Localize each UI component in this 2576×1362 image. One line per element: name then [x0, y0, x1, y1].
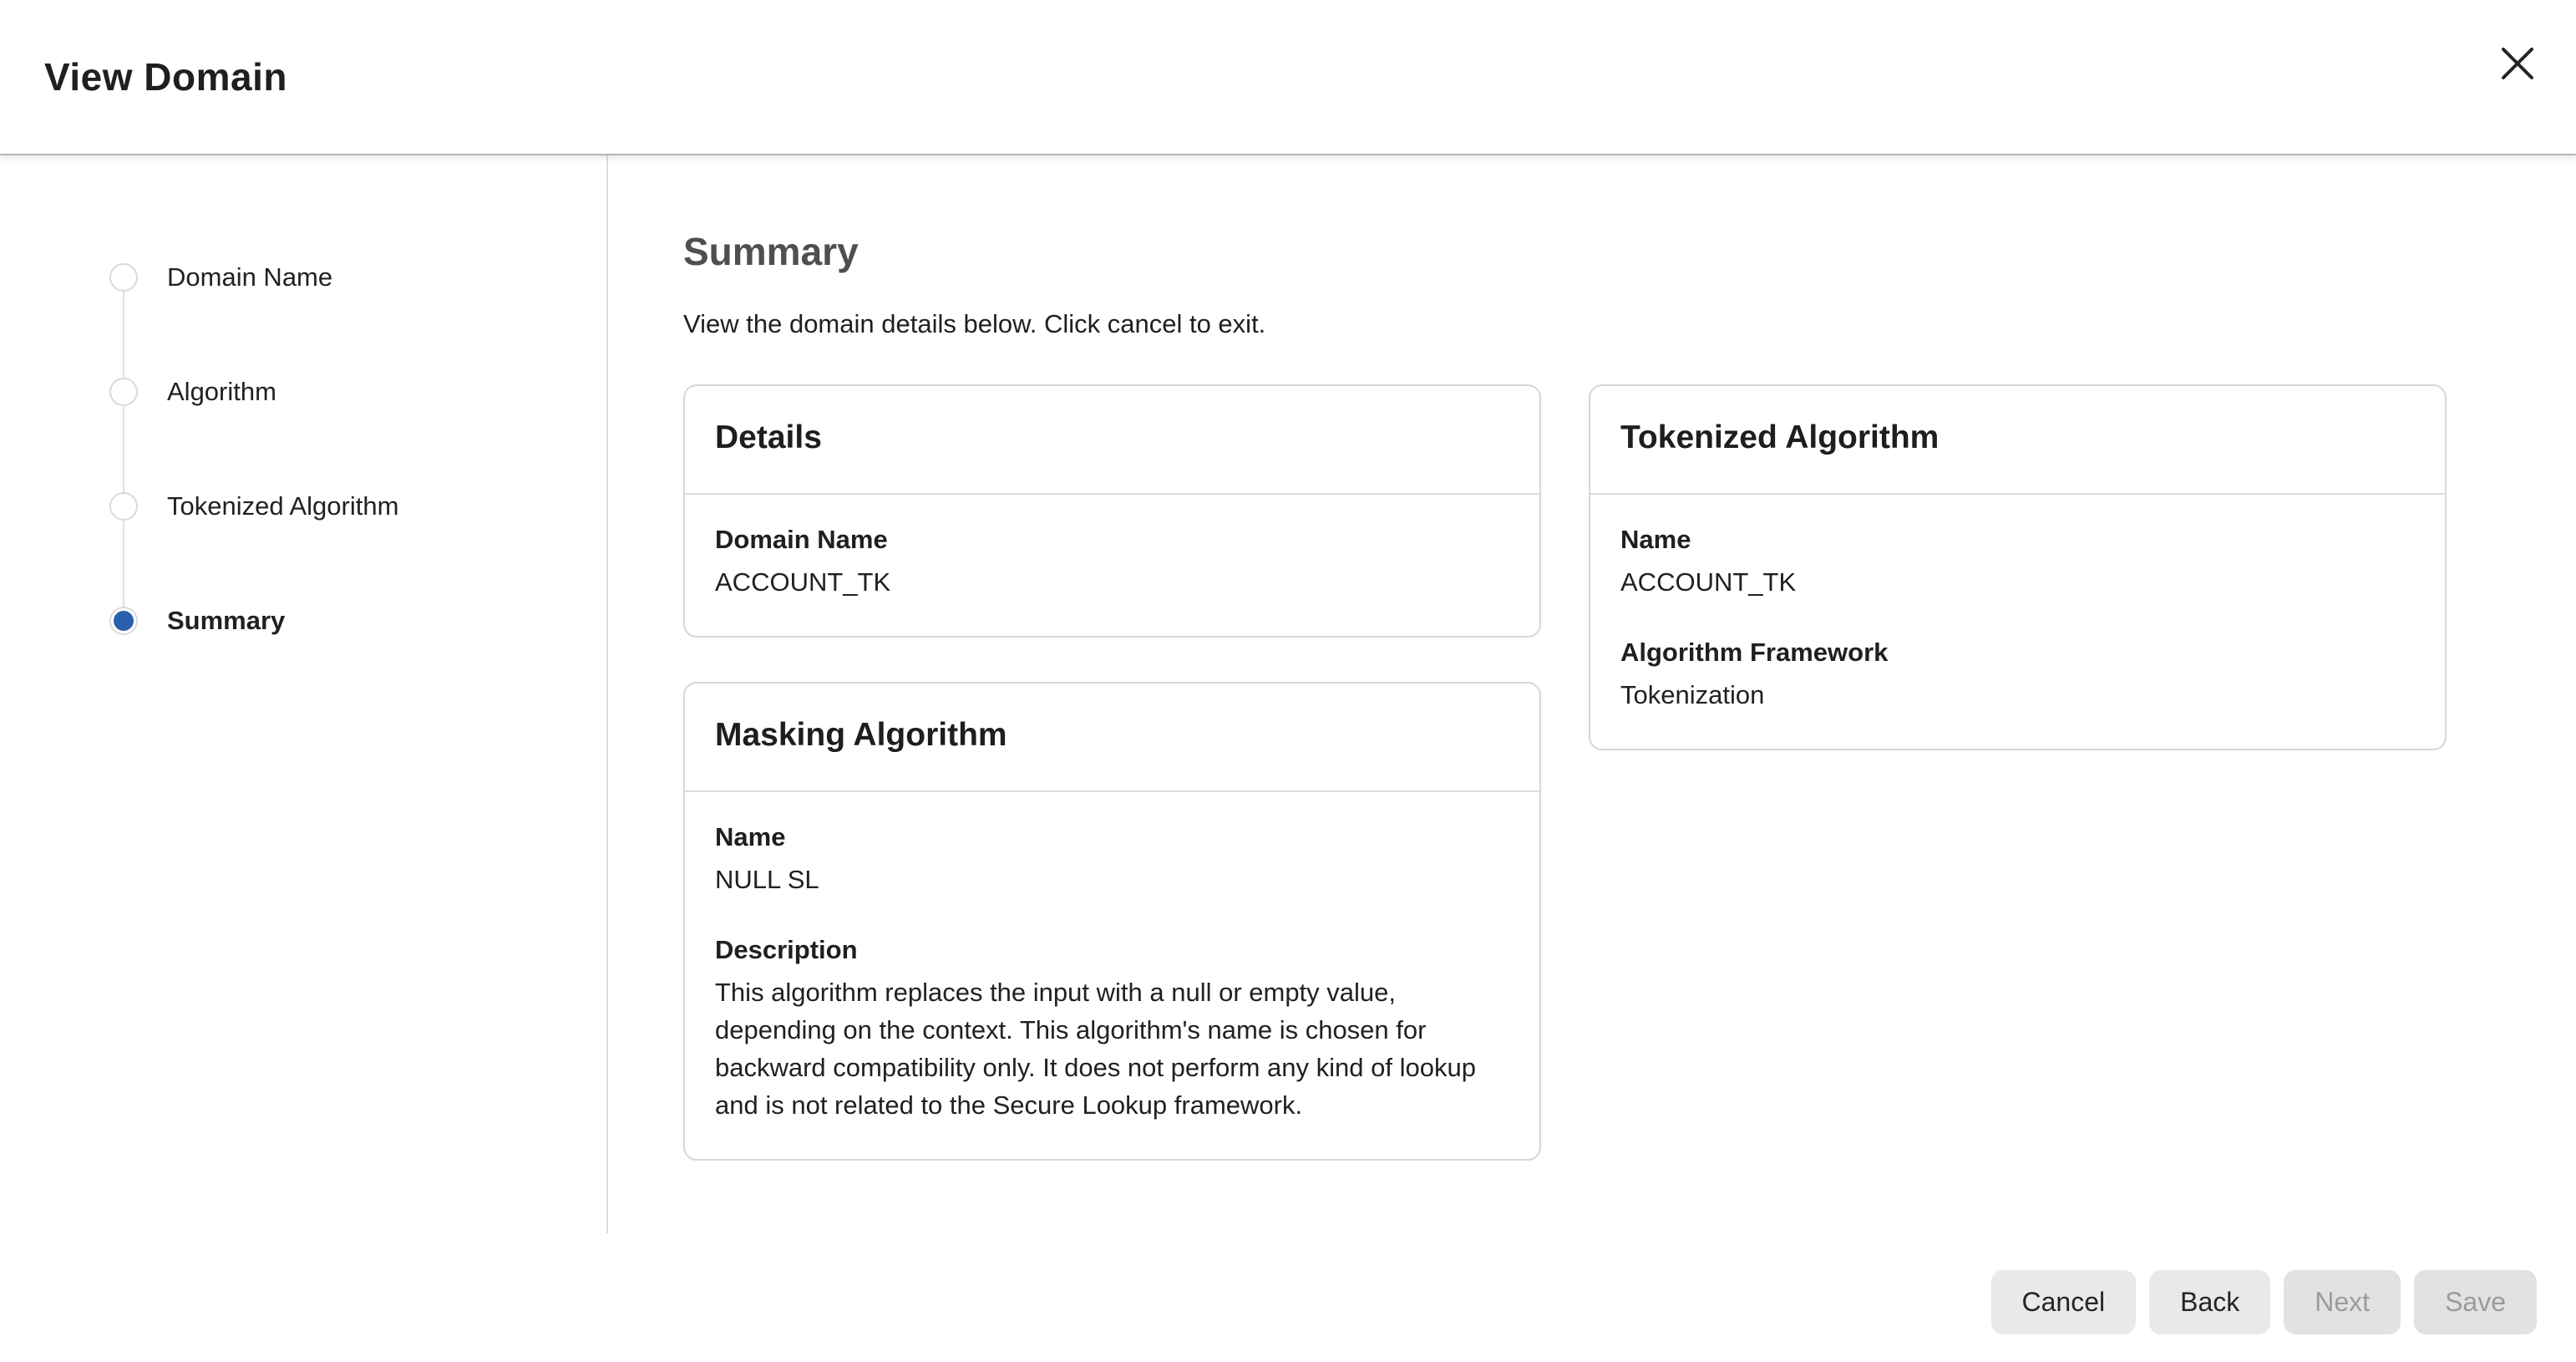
stepper-item-summary[interactable]	[0, 563, 606, 678]
details-card-body	[685, 495, 1539, 636]
field-value: ACCOUNT_TK	[1620, 567, 1797, 597]
page-title: Summary	[683, 230, 859, 273]
cards-right-column	[1589, 384, 2447, 1161]
masking-algorithm-card-header	[685, 684, 1539, 792]
summary-content	[608, 155, 2576, 1233]
cancel-button[interactable]: Cancel	[1991, 1270, 2137, 1334]
field-name	[1620, 525, 2415, 601]
close-button[interactable]	[2496, 42, 2539, 85]
field-label: Name	[1620, 525, 1691, 554]
field-name	[715, 822, 1509, 898]
step-circle-icon	[109, 492, 138, 521]
field-description	[715, 935, 1509, 1124]
save-button[interactable]: Save	[2414, 1270, 2537, 1334]
step-circle-active-icon	[109, 607, 138, 635]
step-label: Tokenized Algorithm	[167, 490, 399, 521]
tokenized-algorithm-card-body	[1590, 495, 2445, 749]
tokenized-algorithm-card-header	[1590, 386, 2445, 495]
stepper-item-domain-name[interactable]	[0, 220, 606, 334]
step-label: Domain Name	[167, 262, 333, 292]
dialog-body	[0, 155, 2576, 1233]
step-circle-icon	[109, 378, 138, 406]
cards-left-column	[683, 384, 1541, 1161]
stepper-pane	[0, 155, 608, 1233]
masking-algorithm-card	[683, 682, 1541, 1161]
details-card	[683, 384, 1541, 638]
field-label: Algorithm Framework	[1620, 638, 1889, 667]
step-label: Summary	[167, 605, 286, 635]
field-value: NULL SL	[715, 865, 819, 894]
field-value: ACCOUNT_TK	[715, 567, 891, 597]
card-title: Masking Algorithm	[715, 717, 1007, 753]
back-button[interactable]: Back	[2149, 1270, 2270, 1334]
stepper-item-algorithm[interactable]	[0, 334, 606, 449]
field-domain-name	[715, 525, 1509, 601]
step-label: Algorithm	[167, 376, 276, 406]
dialog-title: View Domain	[44, 55, 287, 99]
step-circle-icon	[109, 263, 138, 292]
page-subtitle: View the domain details below. Click cancel to exit.	[683, 309, 1266, 338]
footer-actions	[1991, 1270, 2537, 1334]
masking-algorithm-card-body	[685, 792, 1539, 1159]
summary-cards	[683, 384, 2576, 1161]
field-value: This algorithm replaces the input with a null or empty value, depending on the context. This algorithm's name is chosen for backward compatibility only. It does not perform any kind of lookup and is not related to the Secure Lookup framework.	[715, 978, 1476, 1120]
field-label: Name	[715, 822, 786, 851]
field-value: Tokenization	[1620, 680, 1765, 709]
close-icon	[2500, 46, 2535, 81]
field-label: Description	[715, 935, 858, 964]
stepper	[0, 220, 606, 678]
card-title: Tokenized Algorithm	[1620, 419, 1940, 455]
field-label: Domain Name	[715, 525, 888, 554]
details-card-header	[685, 386, 1539, 495]
card-title: Details	[715, 419, 822, 455]
next-button[interactable]: Next	[2284, 1270, 2401, 1334]
dialog-header	[0, 0, 2576, 155]
stepper-item-tokenized-algorithm[interactable]	[0, 449, 606, 563]
tokenized-algorithm-card	[1589, 384, 2447, 750]
field-algorithm-framework	[1620, 638, 2415, 714]
